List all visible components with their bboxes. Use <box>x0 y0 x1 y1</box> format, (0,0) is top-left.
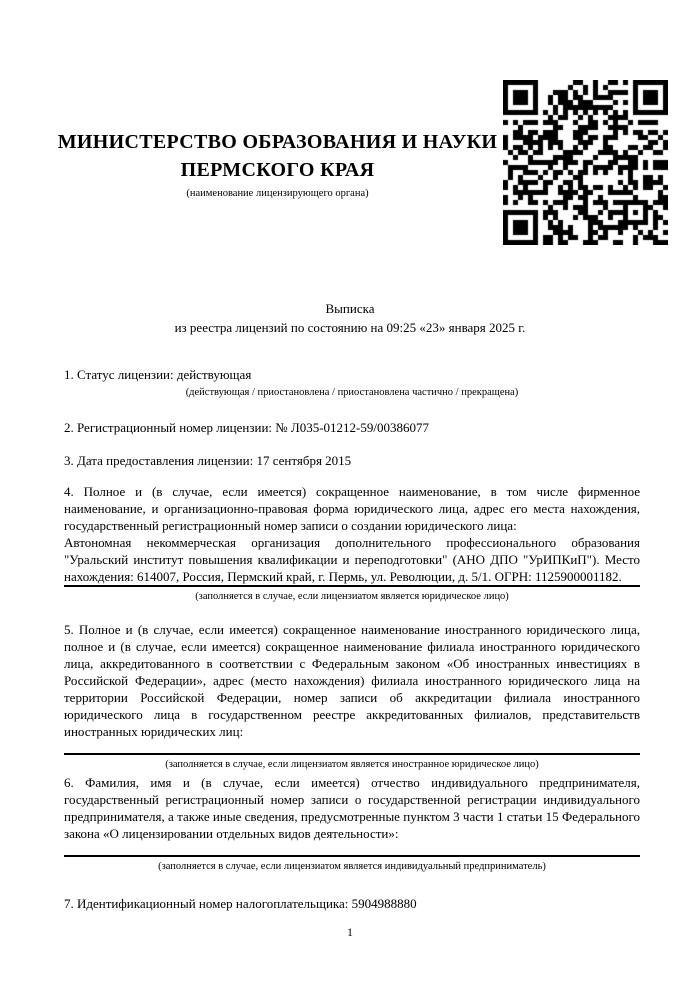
section-6-text: 6. Фамилия, имя и (в случае, если имеется) отчество индивидуального предпринимателя, государственный регистрационный номер записи о государственной регистрации индивидуального предпринимателя, а также иные сведения, предусмотренные пунктом 3 части 1 статьи 15 Федерального закона «О лицензировании отдельных видов деятельности»: <box>64 775 640 841</box>
licensing-authority-header <box>50 128 505 201</box>
ministry-name-line2: ПЕРМСКОГО КРАЯ <box>180 159 375 181</box>
section-2-text: 2. Регистрационный номер лицензии: № Л035-01212-59/00386077 <box>64 420 430 435</box>
ministry-name-line1: МИНИСТЕРСТВО ОБРАЗОВАНИЯ И НАУКИ <box>57 131 498 153</box>
section-5-text: 5. Полное и (в случае, если имеется) сокращенное наименование иностранного юридического лица, полное и (в случае, если имеется) сокращенное наименование филиала иностранного юридического лица, аккредитованного в соответствии с Федеральным законом «Об иностранных инвестициях в Российской Федерации», адрес (место нахождения) филиала иностранного юридического лица на территории Российской Федерации, номер записи об аккредитации филиала иностранного юридического лица в государственном реестре аккредитованных филиалов, представительств иностранных юридических лиц: <box>64 622 640 739</box>
document-title <box>0 299 700 337</box>
section-1-caption: (действующая / приостановлена / приостановлена частично / прекращена) <box>185 387 519 398</box>
qr-code-icon <box>503 80 668 245</box>
section-2-registration-number <box>64 419 640 436</box>
section-4-value: Автономная некоммерческая организация дополнительного профессионального образования "Уральский институт повышения квалификации и переподготовки" (АНО ДПО "УрИПКиП"). Место нахождения: 614007, Россия, Пермский край, г. Пермь, ул. Революции, д. 5/1. ОГРН: 1125900001182. <box>64 535 640 584</box>
section-4-legal-entity <box>64 483 640 604</box>
section-4-caption: (заполняется в случае, если лицензиатом является юридическое лицо) <box>195 591 509 602</box>
section-3-license-date <box>64 452 640 469</box>
section-1-text: 1. Статус лицензии: действующая <box>64 367 252 382</box>
section-1-license-status <box>64 366 640 400</box>
section-5-foreign-entity <box>64 621 640 772</box>
section-4-text: 4. Полное и (в случае, если имеется) сокращенное наименование, в том числе фирменное наименование, и организационно-правовая форма юридического лица, адрес его места нахождения, государственный регистрационный номер записи о создании юридического лица: <box>64 484 640 533</box>
section-3-text: 3. Дата предоставления лицензии: 17 сентября 2015 <box>64 453 352 468</box>
document-title-line1: Выписка <box>325 301 375 316</box>
section-5-caption: (заполняется в случае, если лицензиатом является иностранное юридическое лицо) <box>165 759 539 770</box>
section-6-individual-entrepreneur <box>64 774 640 874</box>
section-7-taxpayer-number <box>64 895 640 912</box>
section-4-fill-line <box>64 585 640 587</box>
section-5-fill-line <box>64 753 640 755</box>
page-number: 1 <box>347 925 353 939</box>
section-6-fill-line <box>64 855 640 857</box>
section-7-text: 7. Идентификационный номер налогоплательщика: 5904988880 <box>64 896 417 911</box>
section-6-caption: (заполняется в случае, если лицензиатом является индивидуальный предприниматель) <box>158 861 546 872</box>
ministry-name-caption: (наименование лицензирующего органа) <box>186 188 369 199</box>
document-title-line2: из реестра лицензий по состоянию на 09:25 «23» января 2025 г. <box>174 320 526 335</box>
